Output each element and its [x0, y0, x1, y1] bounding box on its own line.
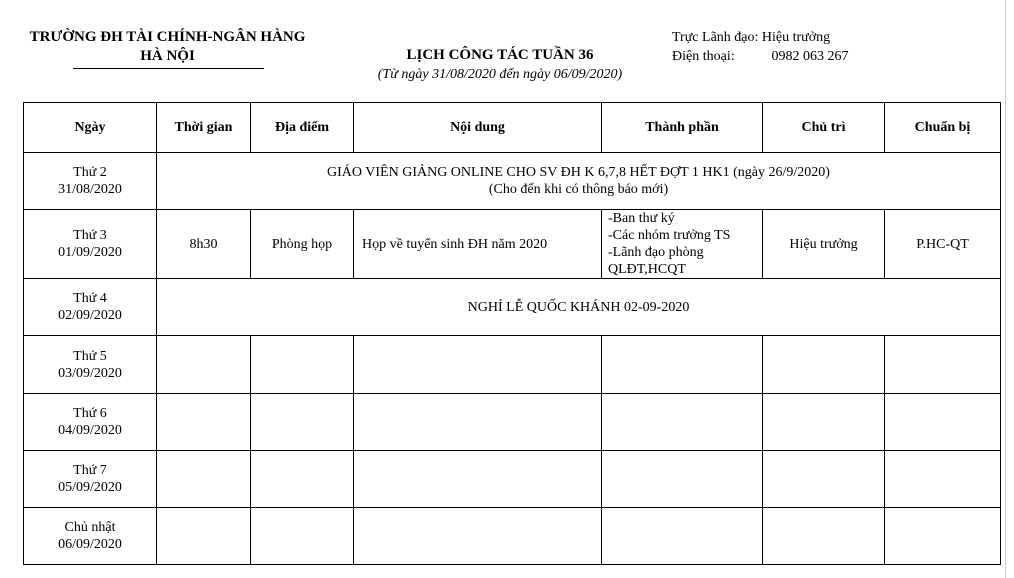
empty-cell [763, 451, 885, 508]
empty-cell [885, 336, 1001, 394]
table-row [24, 279, 1001, 336]
day-cell [24, 451, 157, 508]
duty-leader-row [672, 28, 849, 47]
header-chair: Chủ trì [763, 103, 885, 153]
place-cell: Phòng họp [251, 210, 354, 279]
day-date: 03/09/2020 [58, 365, 122, 381]
time-cell: 8h30 [157, 210, 251, 279]
header-content: Nội dung [354, 103, 602, 153]
empty-cell [157, 394, 251, 451]
header-prep: Chuẩn bị [885, 103, 1001, 153]
duty-leader-label: Trực Lãnh đạo: [672, 30, 759, 45]
day-cell [24, 279, 157, 336]
holiday-cell: NGHỈ LỄ QUỐC KHÁNH 02-09-2020 [157, 279, 1001, 336]
prep-cell: P.HC-QT [885, 210, 1001, 279]
empty-cell [251, 508, 354, 565]
window-edge [1005, 0, 1006, 578]
empty-cell [157, 336, 251, 394]
day-date: 01/09/2020 [58, 245, 122, 260]
empty-cell [354, 508, 602, 565]
school-underline [73, 68, 264, 69]
table-header-row [24, 103, 1001, 153]
empty-cell [354, 336, 602, 394]
school-name-line1: TRƯỜNG ĐH TÀI CHÍNH-NGÂN HÀNG [29, 29, 306, 45]
header-place: Địa điểm [251, 103, 354, 153]
member-item: -Các nhóm trưởng TS [608, 228, 731, 243]
empty-cell [157, 451, 251, 508]
day-cell [24, 336, 157, 394]
member-item: -Ban thư ký [608, 211, 675, 226]
chair-cell: Hiệu trưởng [763, 210, 885, 279]
empty-cell [763, 336, 885, 394]
page-title: LỊCH CÔNG TÁC TUẦN 36 [406, 47, 594, 63]
notice-cell [157, 153, 1001, 210]
school-name-line2: HÀ NỘI [140, 48, 195, 64]
empty-cell [251, 451, 354, 508]
page-subtitle: (Từ ngày 31/08/2020 đến ngày 06/09/2020) [377, 67, 623, 82]
header-time: Thời gian [157, 103, 251, 153]
empty-cell [602, 394, 763, 451]
header-members: Thành phần [602, 103, 763, 153]
schedule-table [23, 102, 1001, 565]
day-name: Thứ 5 [73, 348, 107, 364]
day-date: 31/08/2020 [58, 182, 122, 197]
day-name: Chủ nhật [64, 520, 116, 535]
day-name: Thứ 2 [73, 165, 107, 180]
phone-value: 0982 063 267 [771, 49, 849, 64]
table-row [24, 508, 1001, 565]
table-row [24, 210, 1001, 279]
empty-cell [885, 394, 1001, 451]
empty-cell [251, 394, 354, 451]
day-date: 06/09/2020 [58, 537, 122, 552]
empty-cell [602, 336, 763, 394]
empty-cell [157, 508, 251, 565]
table-row [24, 394, 1001, 451]
phone-row [672, 47, 849, 66]
empty-cell [885, 508, 1001, 565]
day-name: Thứ 6 [73, 406, 107, 421]
member-item: -Lãnh đạo phòng QLĐT,HCQT [608, 245, 704, 277]
day-name: Thứ 3 [73, 228, 107, 243]
members-cell [602, 210, 763, 279]
empty-cell [354, 394, 602, 451]
day-cell [24, 153, 157, 210]
day-cell [24, 210, 157, 279]
day-date: 04/09/2020 [58, 423, 122, 438]
duty-leader-value: Hiệu trưởng [761, 30, 831, 45]
content-cell: Họp về tuyển sinh ĐH năm 2020 [354, 210, 602, 279]
empty-cell [885, 451, 1001, 508]
table-row [24, 153, 1001, 210]
empty-cell [763, 508, 885, 565]
table-row [24, 451, 1001, 508]
day-date: 02/09/2020 [58, 308, 122, 323]
notice-line2: (Cho đến khi có thông báo mới) [488, 182, 669, 197]
day-name: Thứ 4 [73, 291, 107, 306]
empty-cell [602, 508, 763, 565]
empty-cell [602, 451, 763, 508]
empty-cell [251, 336, 354, 394]
day-date: 05/09/2020 [58, 480, 122, 495]
day-cell [24, 394, 157, 451]
notice-line1: GIÁO VIÊN GIẢNG ONLINE CHO SV ĐH K 6,7,8 HẾT ĐỢT 1 HK1 (ngày 26/9/2020) [327, 165, 830, 180]
empty-cell [354, 451, 602, 508]
table-row [24, 336, 1001, 394]
school-name [20, 28, 315, 66]
duty-info [672, 28, 849, 66]
day-cell [24, 508, 157, 565]
header-day: Ngày [24, 103, 157, 153]
empty-cell [763, 394, 885, 451]
phone-label: Điện thoại: [672, 49, 735, 64]
day-name: Thứ 7 [73, 463, 107, 478]
